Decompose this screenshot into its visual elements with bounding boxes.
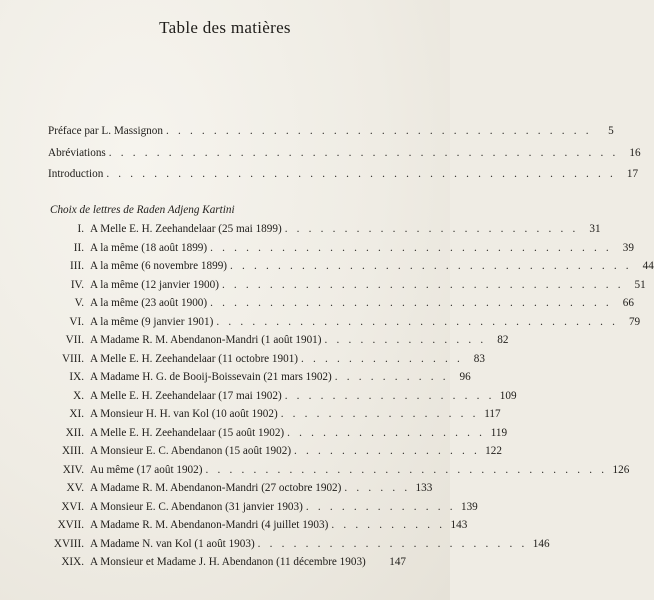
toc-entry-row — [48, 260, 654, 278]
toc-entry-row — [48, 297, 634, 315]
toc-entry-label: A Monsieur H. H. van Kol (10 août 1902) — [90, 408, 278, 420]
dot-leader: . . . . . . . . . . . . . . . . . . — [284, 389, 495, 402]
toc-front-row — [48, 147, 641, 165]
dot-leader: . . . . . . . . . . . . . — [305, 500, 456, 513]
toc-page-number: 126 — [612, 463, 630, 476]
toc-entry-number: XVII. — [57, 519, 84, 531]
toc-entry-number: XIII. — [61, 445, 84, 457]
dot-leader: . . . . . . . . . . . . . . . . . . . . . . . . . . . . . . . . . . — [221, 278, 624, 291]
toc-entry-label: A Melle E. H. Zeehandelaar (25 mai 1899) — [90, 223, 282, 235]
toc-entry-row — [48, 519, 468, 537]
toc-entry-number: XIV. — [62, 463, 84, 476]
toc-entry-row — [48, 241, 634, 260]
toc-entry-label: A Monsieur E. C. Abendanon (15 août 1902) — [90, 445, 292, 457]
dot-leader: . . . . . . . . . . . . . . . . . . . . . . . . . . . . . . . . . . — [210, 297, 612, 309]
toc-page-number: 119 — [490, 426, 508, 439]
toc-entry-row — [48, 334, 509, 352]
toc-entry-label: A Madame R. M. Abendanon-Mandri (1 août 1901) — [90, 334, 322, 346]
toc-entry-label: A la même (9 janvier 1901) — [90, 315, 214, 328]
toc-page-number: 16 — [629, 147, 641, 159]
toc-entry-number: VIII. — [61, 352, 84, 365]
toc-entry-label: Introduction — [48, 168, 104, 180]
dot-leader: . . . . . . — [344, 482, 411, 494]
toc-entry-label: A la même (12 janvier 1900) — [90, 278, 219, 291]
toc-entry-number: X. — [73, 389, 84, 402]
toc-entry-number: V. — [74, 297, 84, 309]
toc-entry-number: VI. — [69, 315, 84, 328]
toc-entry-row — [48, 445, 502, 463]
dot-leader: . . . . . . . . . . . . . . . . . . . . . . . . . . . . . . . . . . — [216, 315, 619, 328]
toc-page-number: 109 — [499, 389, 517, 402]
toc-page-number: 44 — [642, 260, 654, 272]
toc-page-number: 139 — [460, 500, 478, 513]
dot-leader: . . . . . . . . . . . . . . . . . . . . . . . . . . . . . . . . . . — [205, 463, 608, 476]
toc-entry-row — [48, 463, 630, 482]
toc-page-number: 66 — [622, 297, 634, 309]
toc-page-number: 83 — [473, 352, 485, 365]
toc-entry-label: A Madame R. M. Abendanon-Mandri (27 octobre 1902) — [90, 482, 342, 494]
toc-entry-number: III. — [70, 260, 84, 272]
toc-page-number: 5 — [608, 125, 614, 137]
toc-page-number: 146 — [532, 537, 550, 550]
toc-entry-row — [48, 223, 601, 241]
toc-page-number: 31 — [589, 223, 601, 235]
toc-entry-number: I. — [77, 223, 84, 235]
dot-leader: . . . . . . . . . . — [334, 371, 449, 383]
toc-entry-label: A Melle E. H. Zeehandelaar (17 mai 1902) — [90, 389, 282, 402]
toc-page-number: 51 — [634, 278, 646, 291]
toc-page-number: 117 — [484, 408, 501, 420]
dot-leader: . . . . . . . . . . . . . . . . . . . . . . . . . . . . . . . . . . — [230, 260, 632, 272]
toc-entry-row — [48, 556, 406, 574]
dot-leader: . . . . . . . . . . . . . . . . . . . . . . . . . — [284, 223, 579, 235]
toc-entry-label: A Monsieur et Madame J. H. Abendanon (11 décembre 1903) — [90, 556, 366, 568]
toc-entry-row — [48, 500, 478, 519]
toc-page-number: 122 — [485, 445, 502, 457]
toc-entry-row — [48, 315, 641, 334]
toc-entry-row — [48, 537, 550, 556]
toc-entry-label: A Melle E. H. Zeehandelaar (15 août 1902) — [90, 426, 285, 439]
dot-leader: . . . . . . . . . . . . . . . . . . . . . . . . . . . . . . . . . . . . . . . . . . . — [106, 168, 617, 180]
dot-leader: . . . . . . . . . . . . . . . . . . . . . . . . . . . . . . . . . . . . — [165, 125, 592, 137]
dot-leader: . . . . . . . . . . . . . . . . . — [280, 408, 479, 420]
toc-entry-number: XI. — [69, 408, 84, 420]
toc-entry-row — [48, 482, 433, 500]
toc-front-row — [48, 168, 639, 186]
dot-leader: . . . . . . . . . . . . . . . . — [294, 445, 480, 457]
dot-leader: . . . . . . . . . . . . . . . . . . . . . . . . . . . . . . . . . . . . . . . . . . . — [108, 147, 619, 159]
toc-entry-number: XVI. — [61, 500, 84, 513]
toc-page-number: 17 — [626, 168, 639, 180]
toc-page-number: 133 — [415, 482, 433, 494]
toc-page-number: 39 — [622, 241, 634, 254]
toc-entry-label: A Madame R. M. Abendanon-Mandri (4 juillet 1903) — [90, 519, 329, 531]
toc-entry-number: II. — [73, 241, 84, 254]
toc-entry-label: A Melle E. H. Zeehandelaar (11 octobre 1901) — [90, 352, 299, 365]
toc-entry-number: VII. — [65, 334, 84, 346]
toc-page-number: 96 — [459, 371, 471, 383]
dot-leader: . . . . . . . . . . . . . . . . . . . . . . . — [257, 537, 528, 550]
toc-entry-number: XIX. — [61, 556, 84, 568]
toc-entry-row — [48, 278, 646, 297]
section-title: Choix de lettres de Raden Adjeng Kartini — [50, 204, 235, 216]
toc-entry-label: Préface par L. Massignon — [48, 125, 163, 137]
dot-leader: . . . . . . . . . . . . . . . . . . . . . . . . . . . . . . . . . . — [210, 241, 612, 254]
toc-entry-row — [48, 408, 501, 426]
dot-leader: . . . . . . . . . . . . . . — [301, 352, 463, 365]
toc-entry-label: Au même (17 août 1902) — [90, 463, 203, 476]
toc-entry-number: XV. — [66, 482, 84, 494]
dot-leader: . . . . . . . . . . . . . . — [324, 334, 487, 346]
toc-page-number: 82 — [497, 334, 509, 346]
toc-entry-label: A la même (18 août 1899) — [90, 241, 208, 254]
toc-entry-label: A Monsieur E. C. Abendanon (31 janvier 1903) — [90, 500, 303, 513]
toc-entry-row — [48, 426, 508, 445]
dot-leader: . . . . . . . . . . — [331, 519, 446, 531]
toc-entry-row — [48, 389, 517, 408]
toc-entry-row — [48, 371, 471, 389]
toc-entry-label: A Madame H. G. de Booij-Boissevain (21 mars 1902) — [90, 371, 332, 383]
dot-leader: . . . . . . . . . . . . . . . . . — [287, 426, 486, 439]
toc-entry-number: IX. — [69, 371, 84, 383]
toc-entry-label: A la même (6 novembre 1899) — [90, 260, 228, 272]
toc-entry-label: A la même (23 août 1900) — [90, 297, 208, 309]
toc-page-number: 79 — [628, 315, 641, 328]
toc-page-number: 143 — [450, 519, 468, 531]
toc-page-number: 147 — [389, 556, 406, 568]
toc-front-row — [48, 125, 614, 143]
toc-entry-number: IV. — [70, 278, 84, 291]
toc-entry-label: A Madame N. van Kol (1 août 1903) — [90, 537, 255, 550]
toc-entry-number: XII. — [65, 426, 84, 439]
toc-entry-number: XVIII. — [53, 537, 84, 550]
page-title: Table des matières — [159, 18, 291, 37]
toc-entry-row — [48, 352, 485, 371]
toc-entry-label: Abréviations — [48, 147, 106, 159]
